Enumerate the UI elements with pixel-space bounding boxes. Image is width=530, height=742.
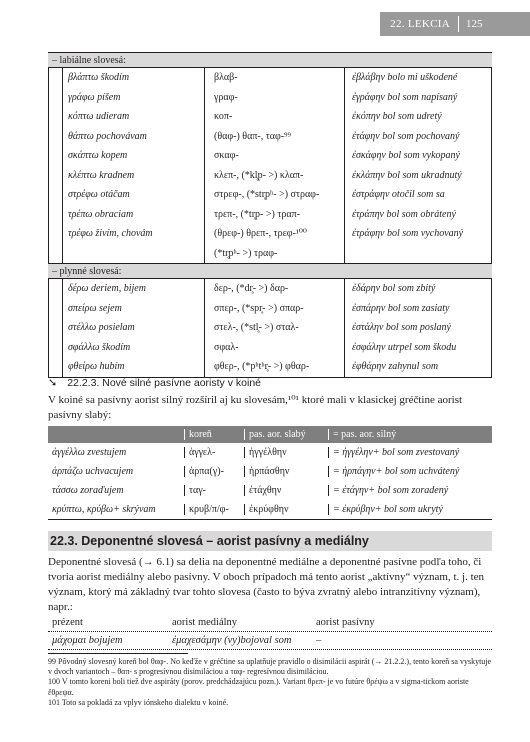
- root-cell: σκαφ-: [214, 150, 239, 162]
- table-cell: μάχομαι bojujem: [52, 635, 123, 646]
- table-row: [48, 338, 492, 358]
- footnote: 100 V tomto koreni boli tiež dve aspiráty (porov. predchádzajúcu pozn.). Variant θρεπ- je vo futúre θρέψω a v sigma-tickom aoriste ἔθρεψα.: [48, 677, 469, 697]
- table-row: [48, 357, 492, 377]
- verb-cell: γράφω píšem: [68, 91, 121, 103]
- table-cell: = ἐκρύβην+ bol som ukrytý: [328, 504, 492, 515]
- table-cell: ἀγγελ-: [184, 447, 244, 458]
- table-row: [48, 244, 492, 264]
- table-row: [48, 146, 492, 166]
- table-row: [48, 68, 492, 88]
- table-cell: ἐκρύφθην: [244, 504, 328, 515]
- table-row: [48, 279, 492, 299]
- chapter-label: 22. LEKCIA: [390, 18, 450, 30]
- table-cell: = ἠγγέλην+ bol som zvestovaný: [328, 447, 492, 458]
- aorist-cell: ἐβλάβην bolo mi uškodené: [352, 72, 458, 84]
- table-cell: = ἐτάγην+ bol som zoradený: [328, 485, 492, 496]
- aorist-cell: ἐσπάρην bol som zasiaty: [352, 302, 450, 314]
- table-cell: ἁρπα(γ)-: [184, 466, 244, 477]
- header-cell: koreň: [184, 429, 244, 440]
- root-cell: βλαβ-: [214, 72, 238, 84]
- table-rule: [491, 68, 492, 263]
- verb-cell: βλάπτω škodím: [68, 72, 130, 84]
- table-rule: [204, 279, 205, 377]
- table-cell: τάσσω zoraďujem: [52, 485, 124, 496]
- table-row: [48, 166, 492, 186]
- verb-cell: σφάλλω škodím: [68, 341, 131, 353]
- aorist-cell: ἐσκάφην bol som vykopaný: [352, 150, 460, 162]
- verb-cell: τρέπω obraciam: [68, 208, 134, 220]
- aorist-cell: ἐδάρην bol som zbitý: [352, 283, 436, 295]
- table-cell: κρυβ/π/φ-: [184, 504, 244, 515]
- verb-cell: σπείρω sejem: [68, 302, 122, 314]
- table-cell: ἁρπάζω uchvacujem: [52, 466, 134, 477]
- subsection-title: 22.2.3. Nové silné pasívne aoristy v koiné: [67, 376, 261, 389]
- aorist-cell: ἐκλάπην bol som ukradnutý: [352, 169, 462, 181]
- table-cell: ἐμαχεσάμην (vy)bojoval som: [172, 635, 292, 646]
- verb-cell: δέρω deriem, bijem: [68, 283, 146, 295]
- paragraph-koine: V koiné sa pasívny aorist silný rozšíril aj ku slovesám,¹⁰¹ ktoré mali v klasickej gréčtine aorist pasívny slabý:: [48, 394, 463, 421]
- footnote: 101 Toto sa pokladá za vplyv iónskeho dialektu v koiné.: [48, 697, 229, 707]
- root-cell: στελ-, (*stl̥- >) σταλ-: [214, 322, 299, 334]
- table-cell: ταγ-: [184, 485, 244, 496]
- table-row: [48, 224, 492, 244]
- root-cell: φθερ-, (*pʰtʰr̥- >) φθαρ-: [214, 361, 310, 373]
- verb-cell: στρέφω otáčam: [68, 189, 130, 201]
- header-cell: prézent: [52, 617, 83, 628]
- table-row: [48, 299, 492, 319]
- table-header: [48, 614, 492, 632]
- page-number: 125: [466, 18, 483, 30]
- section-heading: 22.3. Deponentné slovesá – aorist pasívny a mediálny: [48, 531, 492, 551]
- table-row: [48, 88, 492, 108]
- root-cell: κοπ-: [214, 111, 233, 123]
- verb-cell: κόπτω udieram: [68, 111, 130, 123]
- root-cell: (*tr̥pʰ- >) τραφ-: [214, 247, 278, 259]
- table-row: [48, 500, 492, 519]
- root-cell: κλεπ-, (*kl̥p- >) κλαπ-: [214, 169, 304, 181]
- header-cell: aorist mediálny: [172, 617, 238, 628]
- table-cell: = ἡρπάγην+ bol som uchvátený: [328, 466, 492, 477]
- footnote: 99 Pôvodný slovesný koreň bol θαφ-. No keďže v gréčtine sa uplatňuje pravidlo o disimilácii aspirát (→ 21.2.2.), tento koreň sa vyskytuje v dvoch variantoch – θαπ- s progresívnou disimiláciou a ταφ- regresívnou disimiláciou.: [48, 657, 492, 677]
- verb-cell: κλέπτω kradnem: [68, 169, 135, 181]
- table-rule: [48, 68, 49, 263]
- table-row: [48, 205, 492, 225]
- table-row: [48, 462, 492, 481]
- group-body: [48, 68, 492, 263]
- table-rule: [344, 279, 345, 377]
- arrow-icon: ➘: [48, 377, 58, 389]
- aorist-cell: ἐτάφην bol som pochovaný: [352, 130, 460, 142]
- aorist-cell: ἐγράφην bol som napísaný: [352, 91, 458, 103]
- group-header: – labiálne slovesá:: [48, 52, 492, 68]
- aorist-cell: ἐκόπην bol som udretý: [352, 111, 442, 123]
- verb-cell: τρέφω živím, chovám: [68, 228, 153, 240]
- group-body: [48, 279, 492, 378]
- subsection-heading: [48, 376, 261, 389]
- table-header: [48, 426, 492, 443]
- passive-aorist-table: [48, 426, 492, 520]
- footnotes: [48, 657, 492, 708]
- header-cell: aorist pasívny: [316, 617, 375, 628]
- table-cell: ἀγγέλλω zvestujem: [52, 447, 127, 458]
- paragraph-deponent: Deponentné slovesá (→ 6.1) sa delia na deponentné mediálne a deponentné pasívne podľa toho, či tvoria aorist mediálny alebo pasívny. V oboch prípadoch má tento aorist „aktívny“ význam, t. j. ten význam, ktorý má základný tvar tohto slovesa (často to býva zvratný alebo intranzitívny význam), napr.:: [48, 556, 485, 613]
- table-row: [48, 481, 492, 500]
- table-cell: ἠγγέλθην: [244, 447, 328, 458]
- table-row: [48, 185, 492, 205]
- aorist-cell: ἐσφάλην utrpel som škodu: [352, 341, 457, 353]
- root-cell: δερ-, (*dr̥- >) δαρ-: [214, 283, 289, 295]
- header-cell: = pas. aor. silný: [328, 429, 492, 440]
- footnote-divider: [48, 653, 188, 654]
- verb-root-table: [48, 52, 492, 378]
- root-cell: τρεπ-, (*tr̥p- >) τραπ-: [214, 208, 300, 220]
- table-row: [48, 443, 492, 462]
- verb-cell: σκάπτω kopem: [68, 150, 128, 162]
- table-cell: κρύπτω, κρύβω+ skrývam: [52, 504, 156, 515]
- table-rule: [62, 279, 63, 377]
- table-cell: ἐτάχθην: [244, 485, 328, 496]
- root-cell: στρεφ-, (*str̥pʰ- >) στραφ-: [214, 189, 320, 201]
- table-row: [48, 632, 492, 650]
- table-rule: [204, 68, 205, 263]
- root-cell: (θαφ-) θαπ-, ταφ-⁹⁹: [214, 130, 292, 142]
- group-header: – plynné slovesá:: [48, 263, 492, 279]
- running-header: [380, 12, 530, 36]
- root-cell: (θρεφ-) θρεπ-, τρεφ-¹⁰⁰: [214, 228, 307, 240]
- table-row: [48, 318, 492, 338]
- table-row: [48, 107, 492, 127]
- table-cell: –: [316, 635, 322, 646]
- header-cell: pas. aor. slabý: [244, 429, 328, 440]
- table-cell: ἡρπάσθην: [244, 466, 328, 477]
- root-cell: σφαλ-: [214, 341, 239, 353]
- verb-cell: στέλλω posielam: [68, 322, 135, 334]
- aorist-cell: ἐστράφην otočil som sa: [352, 189, 445, 201]
- verb-cell: θάπτω pochovávam: [68, 130, 147, 142]
- table-row: [48, 127, 492, 147]
- root-cell: σπερ-, (*spr̥- >) σπαρ-: [214, 302, 304, 314]
- root-cell: γραφ-: [214, 91, 238, 103]
- table-rule: [344, 68, 345, 263]
- aorist-cell: ἐφθάρην zahynul som: [352, 361, 439, 373]
- aorist-cell: ἐστάλην bol som poslaný: [352, 322, 451, 334]
- table-rule: [48, 279, 49, 377]
- table-rule: [62, 68, 63, 263]
- aorist-cell: ἐτράφην bol som vychovaný: [352, 228, 464, 240]
- verb-cell: φθείρω hubím: [68, 361, 125, 373]
- table-rule: [491, 279, 492, 377]
- deponent-example-table: [48, 614, 492, 650]
- aorist-cell: ἐτράπην bol som obrátený: [352, 208, 456, 220]
